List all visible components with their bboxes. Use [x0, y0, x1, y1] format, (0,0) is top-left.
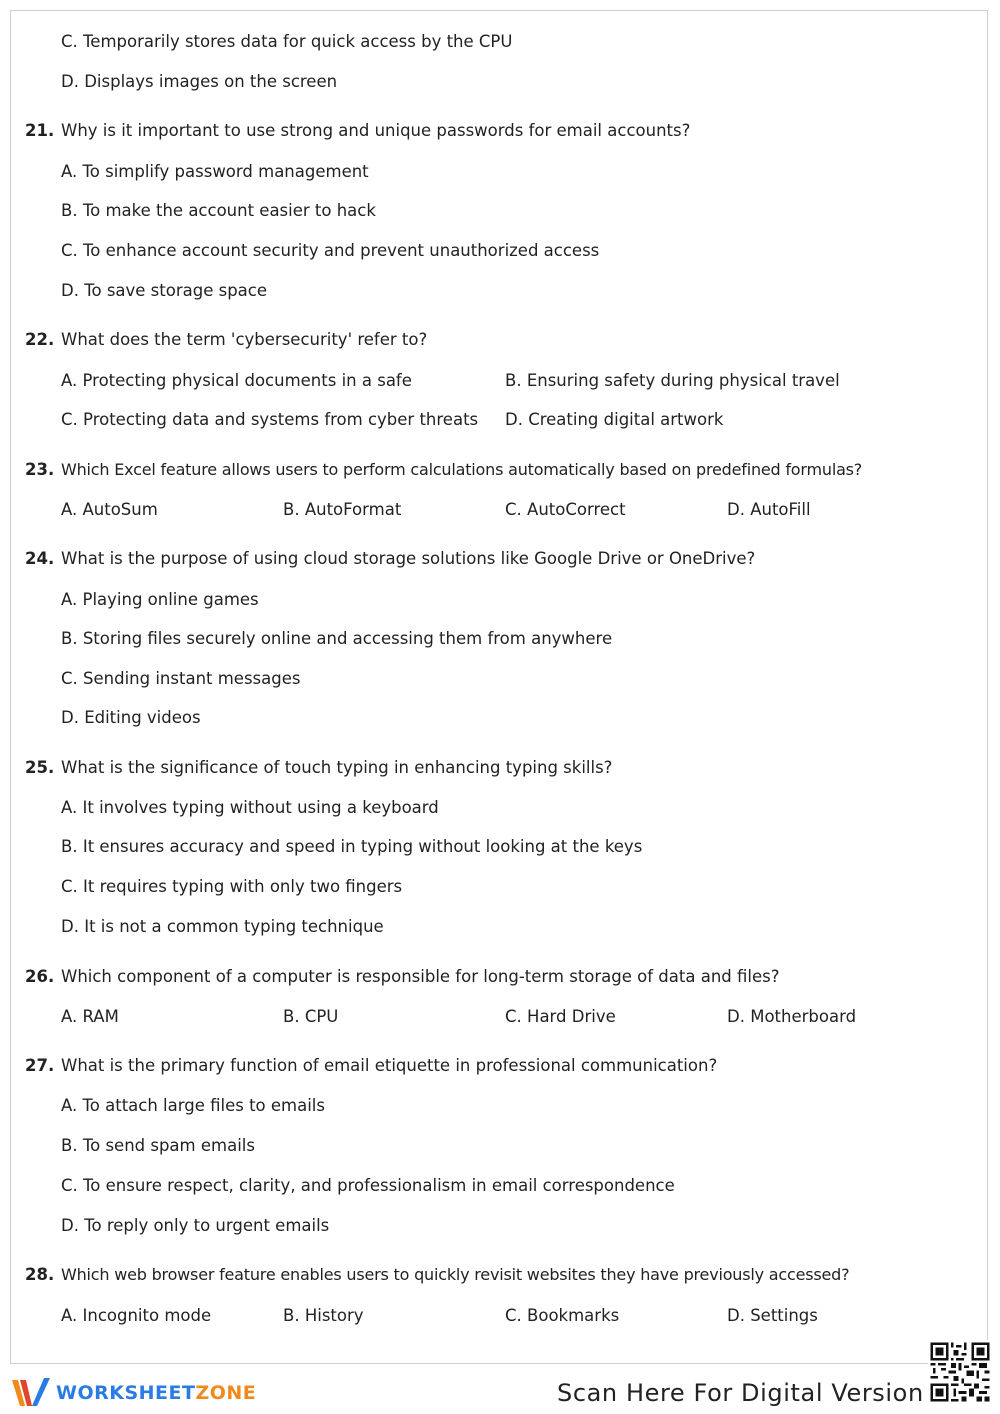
question-text: What is the primary function of email etiquette in professional communication?: [61, 1056, 718, 1075]
scan-here-text: Scan Here For Digital Version: [557, 1379, 924, 1407]
option-28-b: [283, 1306, 364, 1326]
option-text: Settings: [750, 1306, 818, 1325]
option-22-b: [505, 371, 840, 391]
option-text: Protecting data and systems from cyber threats: [83, 410, 479, 429]
option-text: It involves typing without using a keyboard: [82, 798, 439, 817]
option-26-c: [505, 1007, 616, 1027]
option-label: B.: [61, 629, 78, 648]
option-label: D.: [727, 500, 745, 519]
option-text: AutoFormat: [304, 500, 402, 519]
option-text: To send spam emails: [82, 1136, 255, 1155]
question-number: 22.: [25, 330, 55, 349]
option-27-b: [61, 1136, 255, 1156]
option-text: History: [304, 1306, 364, 1325]
qr-code-icon[interactable]: [928, 1340, 992, 1404]
option-label: C.: [61, 1176, 78, 1195]
option-text: Temporarily stores data for quick access by the CPU: [83, 32, 513, 51]
option-label: D.: [727, 1007, 745, 1026]
option-text: To enhance account security and prevent unauthorized access: [83, 241, 600, 260]
option-text: To reply only to urgent emails: [84, 1216, 330, 1235]
option-label: C.: [61, 410, 78, 429]
option-27-a: [61, 1096, 325, 1116]
question-number: 21.: [25, 121, 55, 140]
option-24-b: [61, 629, 612, 649]
option-text: It requires typing with only two fingers: [83, 877, 403, 896]
worksheet-zone-logo[interactable]: [10, 1376, 256, 1410]
option-21-b: [61, 201, 376, 221]
option-text: Sending instant messages: [83, 669, 301, 688]
option-text: Protecting physical documents in a safe: [82, 371, 412, 390]
option-label: C.: [61, 241, 78, 260]
option-26-a: [61, 1007, 119, 1027]
option-23-b: [283, 500, 401, 520]
option-24-d: [61, 708, 201, 728]
option-text: Motherboard: [750, 1007, 857, 1026]
option-22-d: [505, 410, 723, 430]
option-label: C.: [505, 500, 522, 519]
option-label: C.: [61, 877, 78, 896]
option-label: A.: [61, 371, 78, 390]
option-text: RAM: [82, 1007, 119, 1026]
option-label: A.: [61, 1306, 78, 1325]
option-text: AutoCorrect: [527, 500, 626, 519]
question-text: Which component of a computer is responsible for long-term storage of data and files?: [61, 967, 780, 986]
option-label: D.: [727, 1306, 745, 1325]
option-27-d: [61, 1216, 329, 1236]
question-text: Why is it important to use strong and unique passwords for email accounts?: [61, 121, 691, 140]
option-22-c: [61, 410, 478, 430]
option-25-a: [61, 798, 439, 818]
option-27-c: [61, 1176, 675, 1196]
option-text: Playing online games: [82, 590, 259, 609]
logo-word-worksheet: WORKSHEET: [56, 1382, 196, 1404]
option-text: Editing videos: [84, 708, 201, 727]
option-26-b: [283, 1007, 338, 1027]
option-label: C.: [505, 1306, 522, 1325]
option-text: Ensuring safety during physical travel: [526, 371, 840, 390]
option-text: It ensures accuracy and speed in typing without looking at the keys: [82, 837, 643, 856]
option-label: D.: [61, 281, 79, 300]
option-label: D.: [61, 72, 79, 91]
option-text: Storing files securely online and accessing them from anywhere: [82, 629, 613, 648]
option-label: A.: [61, 1096, 78, 1115]
option-21-a: [61, 162, 369, 182]
option-28-c: [505, 1306, 619, 1326]
question-text: What is the purpose of using cloud storage solutions like Google Drive or OneDrive?: [61, 549, 756, 568]
option-label: D.: [61, 917, 79, 936]
option-text: To attach large files to emails: [82, 1096, 325, 1115]
question-number: 23.: [25, 460, 55, 479]
option-text: AutoSum: [82, 500, 158, 519]
option-23-d: [727, 500, 811, 520]
option-23-a: [61, 500, 158, 520]
option-23-c: [505, 500, 626, 520]
option-21-d: [61, 281, 267, 301]
option-text: To simplify password management: [82, 162, 369, 181]
question-text: Which web browser feature enables users to quickly revisit websites they have previously accessed?: [61, 1265, 850, 1284]
option-label: D.: [505, 410, 523, 429]
option-22-a: [61, 371, 412, 391]
question-number: 28.: [25, 1265, 55, 1284]
option-text: To save storage space: [84, 281, 268, 300]
option-24-c: [61, 669, 301, 689]
option-label: B.: [61, 837, 78, 856]
option-21-c: [61, 241, 599, 261]
option-25-b: [61, 837, 642, 857]
option-label: B.: [283, 500, 300, 519]
option-label: C.: [61, 32, 78, 51]
option-text: Bookmarks: [527, 1306, 620, 1325]
carryover-option-d: [61, 72, 337, 92]
option-label: C.: [505, 1007, 522, 1026]
option-text: Hard Drive: [527, 1007, 616, 1026]
logo-word-zone: ZONE: [195, 1382, 257, 1404]
option-text: AutoFill: [750, 500, 811, 519]
question-number: 26.: [25, 967, 55, 986]
worksheet-zone-logo-icon: [10, 1376, 52, 1410]
question-text: Which Excel feature allows users to perform calculations automatically based on predefined formulas?: [61, 460, 863, 479]
option-label: A.: [61, 162, 78, 181]
option-label: B.: [61, 201, 78, 220]
carryover-option-c: [61, 32, 512, 52]
option-label: B.: [283, 1306, 300, 1325]
option-28-d: [727, 1306, 818, 1326]
option-text: Displays images on the screen: [84, 72, 338, 91]
option-label: B.: [505, 371, 522, 390]
option-text: CPU: [304, 1007, 339, 1026]
option-label: A.: [61, 1007, 78, 1026]
option-text: To ensure respect, clarity, and professionalism in email correspondence: [83, 1176, 675, 1195]
option-label: D.: [61, 708, 79, 727]
option-label: B.: [61, 1136, 78, 1155]
option-label: D.: [61, 1216, 79, 1235]
option-label: B.: [283, 1007, 300, 1026]
question-text: What is the significance of touch typing in enhancing typing skills?: [61, 758, 613, 777]
option-24-a: [61, 590, 259, 610]
option-text: It is not a common typing technique: [84, 917, 384, 936]
option-26-d: [727, 1007, 856, 1027]
option-text: Creating digital artwork: [528, 410, 724, 429]
logo-wordmark: [56, 1382, 256, 1404]
question-number: 24.: [25, 549, 55, 568]
option-label: A.: [61, 590, 78, 609]
option-28-a: [61, 1306, 211, 1326]
question-text: What does the term 'cybersecurity' refer to?: [61, 330, 428, 349]
option-label: A.: [61, 500, 78, 519]
option-text: Incognito mode: [82, 1306, 212, 1325]
option-label: A.: [61, 798, 78, 817]
option-25-c: [61, 877, 402, 897]
option-25-d: [61, 917, 384, 937]
option-text: To make the account easier to hack: [82, 201, 376, 220]
option-label: C.: [61, 669, 78, 688]
question-number: 27.: [25, 1056, 55, 1075]
question-number: 25.: [25, 758, 55, 777]
